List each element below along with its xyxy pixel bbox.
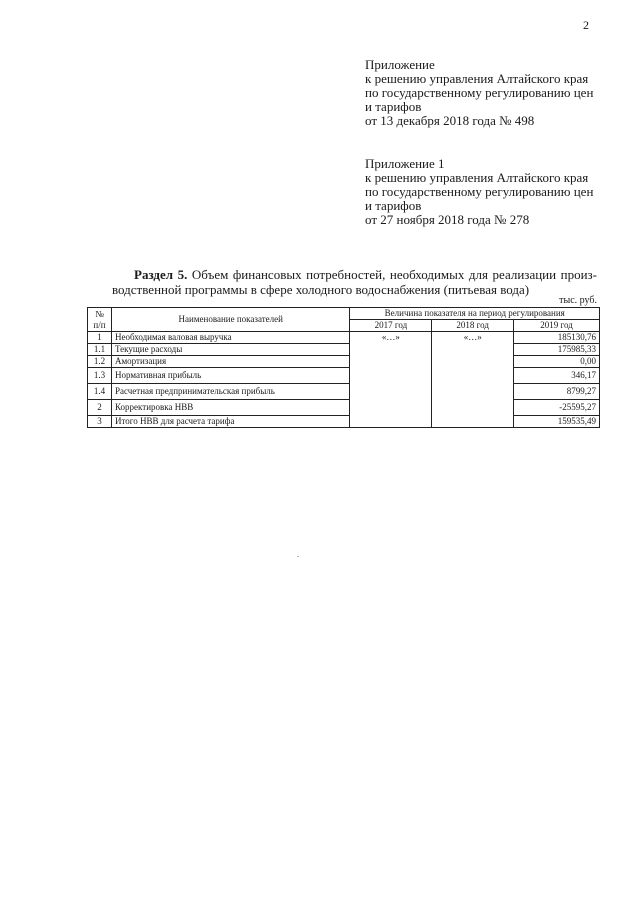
column-header-2018: 2018 год — [432, 320, 514, 332]
row-number: 3 — [88, 416, 112, 428]
row-indicator: Нормативная прибыль — [111, 368, 350, 384]
table-row — [88, 416, 600, 428]
annex-line: и тарифов — [365, 198, 422, 213]
section-heading-line-2: водственной программы в сфере холодного водоснабжения (питьевая вода) — [112, 282, 530, 297]
annex-1-header — [365, 157, 593, 227]
section-label: Раздел 5. — [134, 267, 188, 282]
annex-title: Приложение 1 — [365, 156, 445, 171]
row-indicator: Итого НВВ для расчета тарифа — [111, 416, 350, 428]
column-header-2017: 2017 год — [350, 320, 432, 332]
table-row — [88, 332, 600, 344]
row-number: 1 — [88, 332, 112, 344]
section-heading-line-1 — [112, 267, 597, 282]
table-row — [88, 356, 600, 368]
row-indicator: Амортизация — [111, 356, 350, 368]
value-2019: 159535,49 — [514, 416, 600, 428]
row-number: 1.4 — [88, 384, 112, 400]
financial-needs-table — [87, 307, 600, 428]
value-2017-placeholder: «…» — [350, 332, 432, 428]
section-heading — [112, 267, 597, 297]
table-row — [88, 400, 600, 416]
annex-title: Приложение — [365, 57, 435, 72]
column-header-period: Величина показателя на период регулирования — [350, 308, 600, 320]
section-title-part: Объем финансовых потребностей, необходимых для реализации произ- — [191, 267, 598, 282]
column-header-number: № п/п — [88, 308, 112, 332]
annex-line: к решению управления Алтайского края — [365, 170, 589, 185]
value-2019: 0,00 — [514, 356, 600, 368]
value-2019: 175985,33 — [514, 344, 600, 356]
table-row — [88, 344, 600, 356]
value-2019: 8799,27 — [514, 384, 600, 400]
table-row — [88, 384, 600, 400]
annex-line: к решению управления Алтайского края — [365, 71, 589, 86]
row-number: 1.2 — [88, 356, 112, 368]
annex-line: по государственному регулированию цен — [365, 85, 594, 100]
row-number: 2 — [88, 400, 112, 416]
row-number: 1.1 — [88, 344, 112, 356]
column-header-indicator: Наименование показателей — [111, 308, 350, 332]
annex-header — [365, 58, 593, 128]
annex-line: и тарифов — [365, 99, 422, 114]
value-2018-placeholder: «…» — [432, 332, 514, 428]
annex-line: по государственному регулированию цен — [365, 184, 594, 199]
value-2019: 185130,76 — [514, 332, 600, 344]
annex-date: от 13 декабря 2018 года № 498 — [365, 113, 535, 128]
row-indicator: Корректировка НВВ — [111, 400, 350, 416]
row-indicator: Необходимая валовая выручка — [111, 332, 350, 344]
units-label: тыс. руб. — [559, 295, 597, 306]
scan-speck — [297, 556, 299, 557]
value-2019: 346,17 — [514, 368, 600, 384]
page-number: 2 — [583, 18, 589, 32]
row-indicator: Текущие расходы — [111, 344, 350, 356]
row-indicator: Расчетная предпринимательская прибыль — [111, 384, 350, 400]
row-number: 1.3 — [88, 368, 112, 384]
column-header-2019: 2019 год — [514, 320, 600, 332]
table-row — [88, 368, 600, 384]
value-2019: -25595,27 — [514, 400, 600, 416]
annex-date: от 27 ноября 2018 года № 278 — [365, 212, 530, 227]
